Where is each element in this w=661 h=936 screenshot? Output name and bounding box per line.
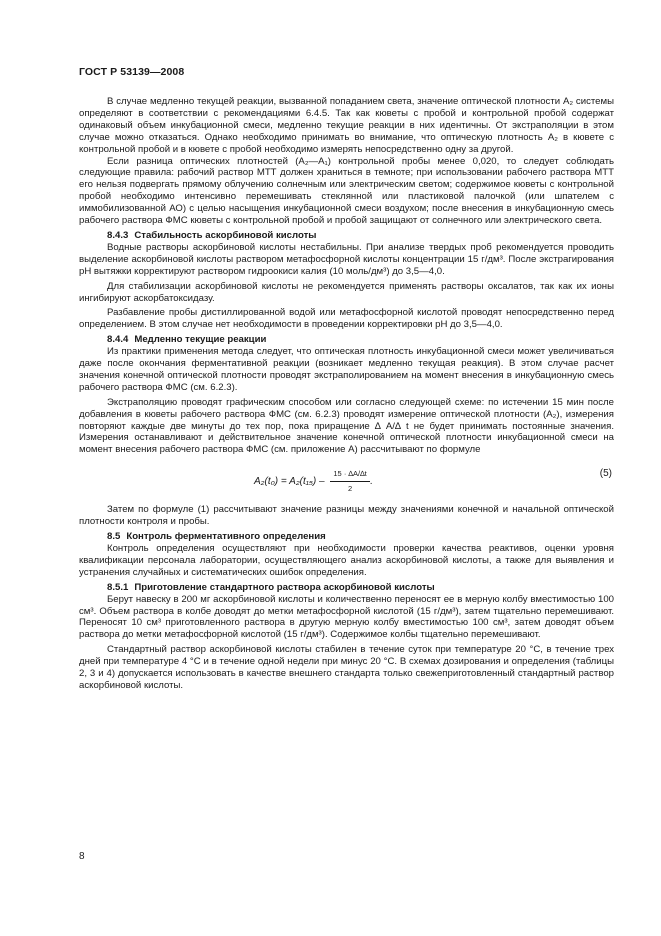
paragraph: Если разница оптических плотностей (A₂—A₁) контрольной пробы менее 0,020, то следует соблюдать следующие правила: рабочий раствор МТТ должен храниться в темноте; при использовании рабочего раствора МТТ его нельзя подвергать прямому облучению солнечным или электрическим светом; содержимое кюветы с контрольной пробой необходимо интенсивно перемешивать стеклянной или пластиковой палочкой (или шпателем с иммобилизованной АО) с целью насыщения инкубационной смеси воздухом; после внесения в инкубационную смесь рабочего раствора ФМС кюветы с контрольной пробой и пробой защищают от солнечного или электрического света. [79,155,614,227]
formula-fraction [330,468,369,495]
formula-end: . [369,476,373,488]
section-title: Контроль ферментативного определения [126,531,326,543]
section-heading-8-4-3 [79,230,614,242]
paragraph: Стандартный раствор аскорбиновой кислоты стабилен в течение суток при температуре 20 °С, в течение трех дней при температуре 4 °С и в течение одной недели при минус 20 °С. В схемах дозирования и определения (таблицы 2, 3 и 4) допускается использовать в качестве внешнего стандарта только свежеприготовленный стандартный раствор аскорбиновой кислоты. [79,644,614,691]
paragraph: Для стабилизации аскорбиновой кислоты не рекомендуется применять растворы оксалатов, так как их ионы ингибируют аскорбатоксидазу. [79,280,614,304]
paragraph: Контроль определения осуществляют при необходимости проверки качества реактивов, оценки уровня квалификации персонала лаборатории, осуществляющего анализ аскорбиновой кислоты, а также для выявления и устранения случайных и систематических ошибок определения. [79,543,614,578]
formula-denominator: 2 [347,484,353,494]
paragraph: Разбавление пробы дистиллированной водой или метафосфорной кислотой проводят непосредственно перед определением. В этом случае нет необходимости в проведении корректировки pH до 3,5—4,0. [79,307,614,331]
formula-5 [79,458,614,498]
paragraph: Берут навеску в 200 мг аскорбиновой кислоты и количественно переносят ее в мерную колбу вместимостью 100 см³. Объем раствора в колбе доводят до метки метафосфорной кислотой (15 г/дм³), затем тщательно перемешивают. Переносят 10 см³ приготовленного раствора в другую мерную колбу вместимостью 100 см³, затем доводят объем раствора до метки метафосфорной кислотой (15 г/дм³). Содержимое колбы тщательно перемешивают. [79,593,614,641]
formula-numerator: 15 · ∆A/∆t [330,468,369,482]
paragraph: Из практики применения метода следует, что оптическая плотность инкубационной смеси может увеличиваться даже после окончания ферментативной реакции (возникает медленно текущая реакция). В этом случае расчет значения конечной оптической плотности проводят экстраполированием на момент внесения в инкубационную смесь рабочего раствора ФМС (см. 6.2.3). [79,346,614,393]
paragraph: Экстраполяцию проводят графическим способом или согласно следующей схеме: по истечении 15 мин после добавления в кюветы рабочего раствора ФМС (см. 6.2.3) проводят измерение оптической плотности (A₂), измерения повторяют каждые две минуты до тех пор, пока приращение ∆ A/∆ t не будет принимать постоянные значения. Измерения останавливают и действительное значение конечной оптической плотности инкубационной смеси на момент внесения рабочего раствора ФМС (см. приложение А) рассчитывают по формуле [79,396,614,456]
section-number: 8.4.3 [107,229,129,241]
paragraph: Водные растворы аскорбиновой кислоты нестабильны. При анализе твердых проб рекомендуется проводить выделение аскорбиновой кислоты раствором метафосфорной кислоты концентрации 15 г/дм³. После экстрагирования pH вытяжки корректируют раствором гидроокиси калия (10 моль/дм³) до 3,5—4,0. [79,241,614,277]
section-heading-8-4-4 [79,334,614,346]
formula-lhs: A₂(t₀) = A₂(t₁₅) – [254,476,325,488]
paragraph: Затем по формуле (1) рассчитывают значение разницы между значениями конечной и начальной оптической плотности контроля и пробы. [79,504,614,528]
section-number: 8.5.1 [107,581,129,593]
section-title: Стабильность аскорбиновой кислоты [134,229,317,241]
section-heading-8-5 [79,531,614,543]
section-heading-8-5-1 [79,582,614,594]
page-number: 8 [79,851,85,862]
document-header: ГОСТ Р 53139—2008 [79,66,185,78]
section-number: 8.5 [107,531,121,543]
section-number: 8.4.4 [107,334,129,346]
formula-expression [254,468,373,495]
formula-number: (5) [599,468,612,480]
document-body [79,96,614,692]
paragraph: В случае медленно текущей реакции, вызванной попаданием света, значение оптической плотности A₂ системы определяют в соответствии с рекомендациями 6.4.5. Так как кюветы с пробой и контрольной пробой содержат одинаковый объем инкубационной смеси, медленно текущие реакции в них идентичны. От экстраполяции в этом случае можно отказаться. Однако необходимо принимать во внимание, что оптическую плотность A₂ в кювете с контрольной пробой и в кювете с пробой необходимо измерять непосредственно одну за другой. [79,96,614,155]
section-title: Приготовление стандартного раствора аскорбиновой кислоты [134,581,435,593]
section-title: Медленно текущие реакции [134,334,267,346]
